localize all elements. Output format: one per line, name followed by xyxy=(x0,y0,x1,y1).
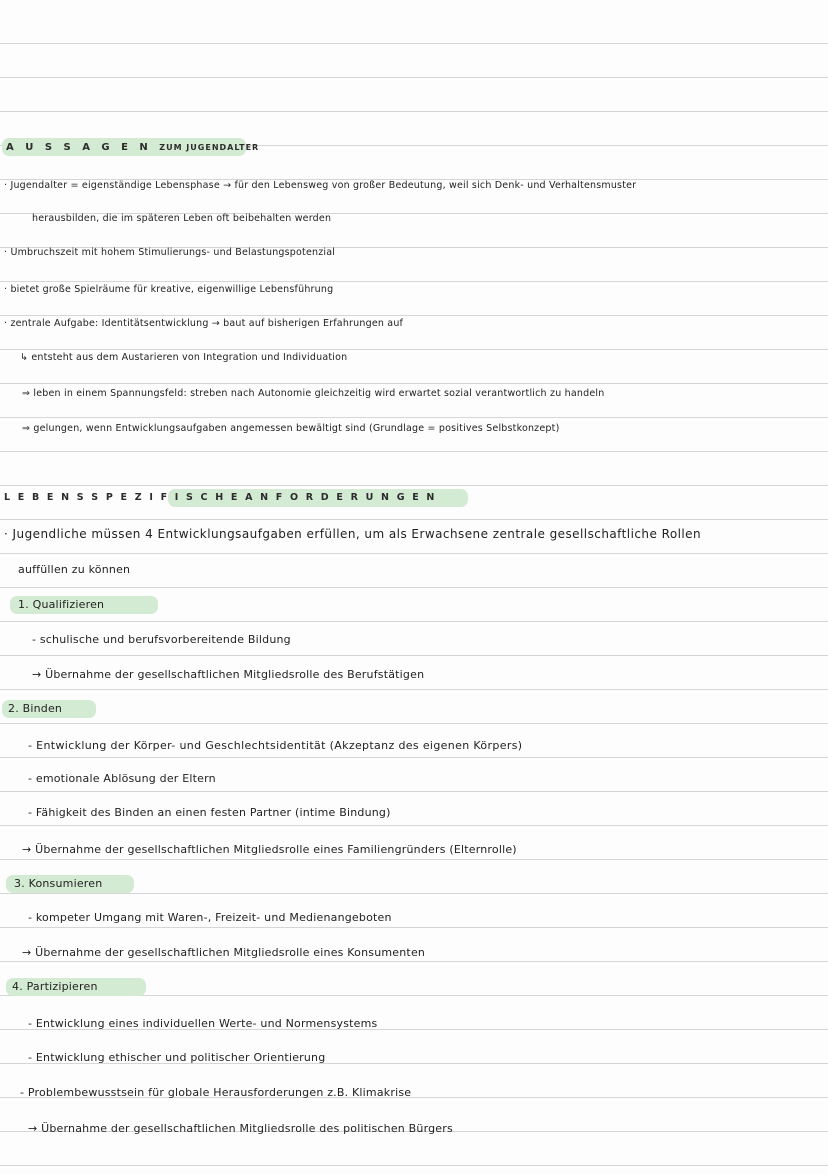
task-title: 3. Konsumieren xyxy=(14,877,103,890)
statement-line: ↳ entsteht aus dem Austarieren von Integration und Individuation xyxy=(20,352,348,363)
task-item: → Übernahme der gesellschaftlichen Mitgliedsrolle eines Konsumenten xyxy=(22,946,426,959)
statement-line: · Jugendalter = eigenständige Lebensphase → für den Lebensweg von großer Bedeutung, weil sich Denk- und Verhaltensmuster xyxy=(4,180,637,191)
task-item: - Entwicklung eines individuellen Werte- und Normensystems xyxy=(28,1017,378,1030)
task-item: → Übernahme der gesellschaftlichen Mitgliedsrolle eines Familiengründers (Elternrolle) xyxy=(22,843,517,856)
statement-line: · zentrale Aufgabe: Identitätsentwicklung → baut auf bisherigen Erfahrungen auf xyxy=(4,318,404,329)
task-item: - Fähigkeit des Binden an einen festen Partner (intime Bindung) xyxy=(28,806,391,819)
task-item: - kompeter Umgang mit Waren-, Freizeit- und Medienangeboten xyxy=(28,911,392,924)
task-title: 1. Qualifizieren xyxy=(18,598,105,611)
statement-line: · Umbruchszeit mit hohem Stimulierungs- und Belastungspotenzial xyxy=(4,247,336,258)
section1-title-sub: ZUM JUGENDALTER xyxy=(159,143,260,152)
intro-line: auffüllen zu können xyxy=(18,563,131,576)
statement-line: ⇒ leben in einem Spannungsfeld: streben nach Autonomie gleichzeitig wird erwartet sozial verantwortlich zu handeln xyxy=(22,388,605,399)
task-title: 2. Binden xyxy=(8,702,63,715)
task-item: - schulische und berufsvorbereitende Bildung xyxy=(32,633,291,646)
task-item: → Übernahme der gesellschaftlichen Mitgliedsrolle des politischen Bürgers xyxy=(28,1122,453,1135)
task-item: - emotionale Ablösung der Eltern xyxy=(28,772,216,785)
task-item: → Übernahme der gesellschaftlichen Mitgliedsrolle des Berufstätigen xyxy=(32,668,425,681)
section2-heading: L E B E N S S P E Z I F I S C H E A N F O R D E R U N G E N xyxy=(4,492,437,503)
statement-line: ⇒ gelungen, wenn Entwicklungsaufgaben angemessen bewältigt sind (Grundlage = positives Selbstkonzept) xyxy=(22,423,560,434)
task-title: 4. Partizipieren xyxy=(12,980,98,993)
statement-line: herausbilden, die im späteren Leben oft beibehalten werden xyxy=(32,213,332,224)
section1-title-main: A U S S A G E N xyxy=(6,142,152,153)
intro-line: · Jugendliche müssen 4 Entwicklungsaufgaben erfüllen, um als Erwachsene zentrale gesellschaftliche Rollen xyxy=(4,527,702,541)
section1-heading xyxy=(6,141,259,155)
task-item: - Entwicklung der Körper- und Geschlechtsidentität (Akzeptanz des eigenen Körpers) xyxy=(28,739,523,752)
task-item: - Entwicklung ethischer und politischer Orientierung xyxy=(28,1051,326,1064)
statement-line: · bietet große Spielräume für kreative, eigenwillige Lebensführung xyxy=(4,284,334,295)
task-item: - Problembewusstsein für globale Herausforderungen z.B. Klimakrise xyxy=(20,1086,412,1099)
